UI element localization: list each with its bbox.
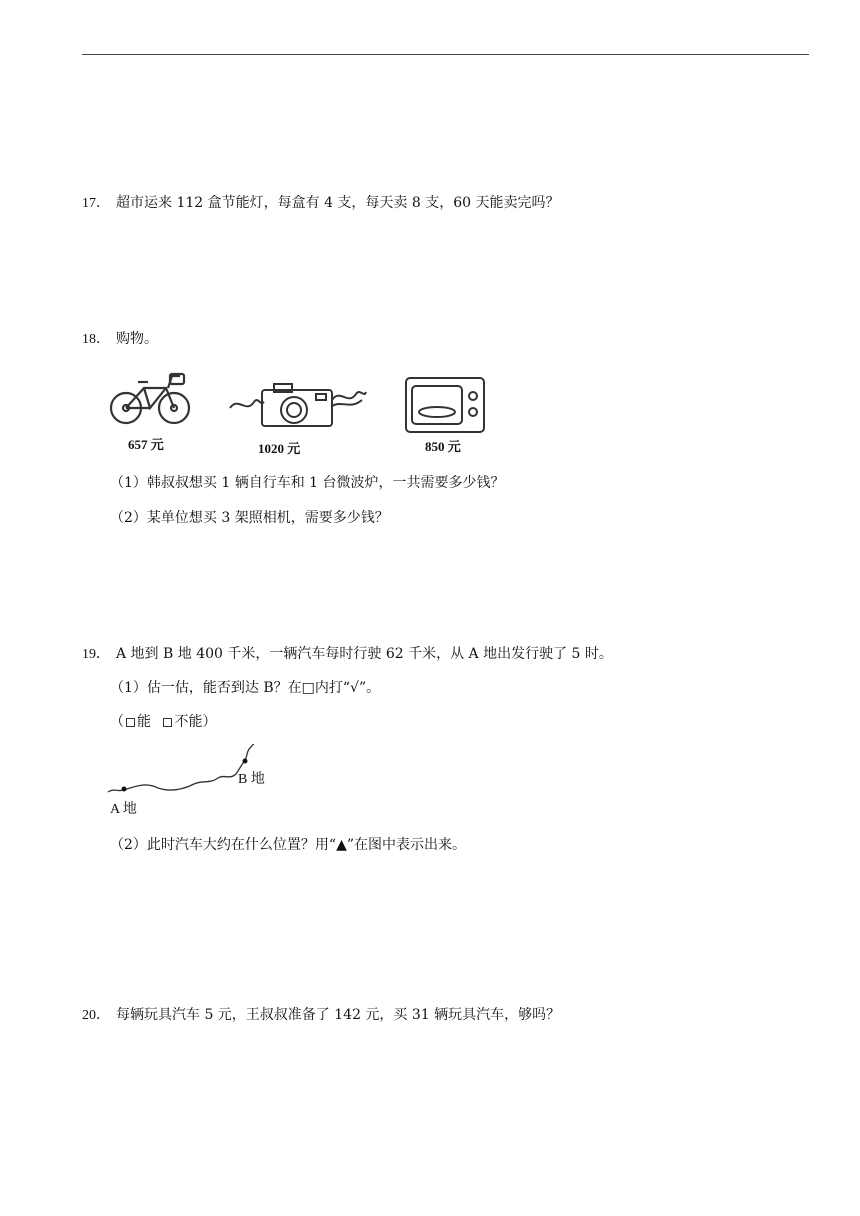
question-19-part-2: （2）此时汽车大约在什么位置？用“▲”在图中表示出来。 — [110, 837, 466, 853]
question-19 — [82, 643, 613, 663]
question-18-part-1: （1）韩叔叔想买 1 辆自行车和 1 台微波炉，一共需要多少钱？ — [110, 475, 505, 491]
question-19-part-1: （1）估一估，能否到达 B？在□内打“√”。 — [110, 680, 381, 696]
question-text: 超市运来 112 盒节能灯，每盒有 4 支，每天卖 8 支，60 天能卖完吗？ — [116, 195, 560, 211]
choice-cannot-label: 不能） — [174, 714, 217, 730]
point-a — [122, 787, 127, 792]
bicycle-price: 657 元 — [128, 437, 164, 452]
question-number: 19． — [82, 647, 110, 662]
question-20 — [82, 1004, 560, 1024]
header-rule — [82, 54, 809, 55]
question-number: 17． — [82, 196, 110, 211]
label-a: A 地 — [110, 802, 137, 817]
bicycle-icon — [108, 368, 192, 430]
microwave-icon — [404, 376, 486, 434]
question-17 — [82, 192, 560, 212]
point-b — [243, 759, 248, 764]
microwave-price: 850 元 — [425, 439, 461, 454]
question-text: 购物。 — [116, 331, 158, 347]
camera-icon — [228, 376, 368, 432]
checkbox-cannot[interactable] — [163, 718, 172, 727]
question-18 — [82, 328, 158, 348]
question-text: A 地到 B 地 400 千米，一辆汽车每时行驶 62 千米，从 A 地出发行驶了 5 时。 — [116, 646, 613, 662]
question-number: 18． — [82, 332, 110, 347]
answer-choices — [110, 711, 216, 731]
question-number: 20． — [82, 1008, 110, 1023]
choice-open: （ — [110, 714, 124, 730]
question-18-part-2: （2）某单位想买 3 架照相机，需要多少钱？ — [110, 510, 389, 526]
question-text: 每辆玩具汽车 5 元，王叔叔准备了 142 元，买 31 辆玩具汽车，够吗？ — [116, 1007, 561, 1023]
checkbox-can[interactable] — [126, 718, 135, 727]
camera-price: 1020 元 — [258, 441, 301, 456]
label-b: B 地 — [238, 772, 265, 787]
choice-can-label: 能 — [137, 714, 151, 730]
